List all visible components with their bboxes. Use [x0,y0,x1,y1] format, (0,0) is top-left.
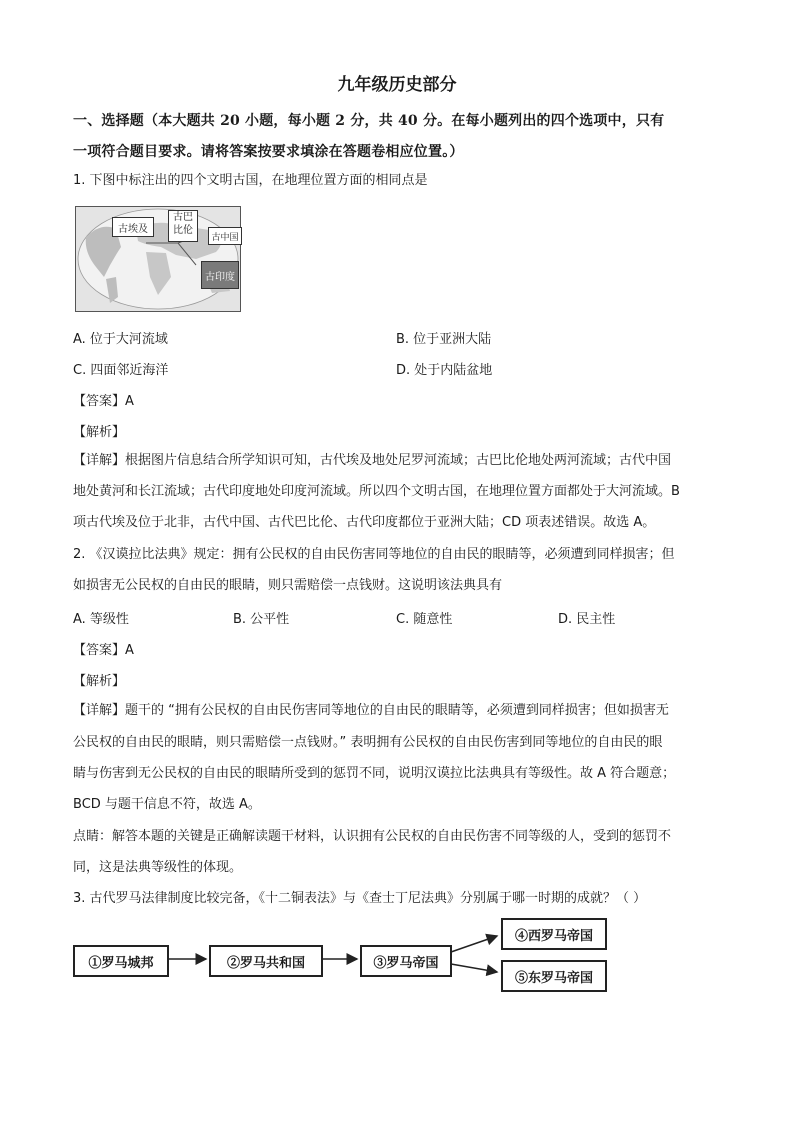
q1-option-a: A. 位于大河流域 [73,332,168,347]
q2-option-b: B. 公平性 [233,612,290,627]
page-title: 九年级历史部分 [337,75,457,95]
flow-box-eastern-roman-empire: ⑤东罗马帝国 [501,960,607,992]
q1-detail-line-1: 【详解】根据图片信息结合所学知识可知，古代埃及地处尼罗河流域；古巴比伦地处两河流域；古代中国 [73,453,672,468]
q1-stem: 1. 下图中标注出的四个文明古国，在地理位置方面的相同点是 [73,173,428,188]
section-heading-line-2: 一项符合题目要求。请将答案按要求填涂在答题卷相应位置。） [73,144,464,160]
map-label-ancient-china: 古中国 [208,227,242,245]
q2-answer: 【答案】A [73,643,134,658]
map-label-babylon [168,210,198,242]
q2-option-d: D. 民主性 [558,612,616,627]
map-label-babylon-line2: 比伦 [173,225,193,236]
q1-analysis-label: 【解析】 [73,425,126,440]
q3-stem: 3. 古代罗马法律制度比较完备，《十二铜表法》与《查士丁尼法典》分别属于哪一时期的成就？（ ） [73,891,647,906]
q2-tip-line-1: 点睛：解答本题的关键是正确解读题干材料，认识拥有公民权的自由民伤害不同等级的人，受到的惩罚不 [73,829,672,844]
q2-detail-line-3: 睛与伤害到无公民权的自由民的眼睛所受到的惩罚不同，说明汉谟拉比法典具有等级性。故 A 符合题意； [73,766,676,781]
q1-detail-line-3: 项古代埃及位于北非，古代中国、古代巴比伦、古代印度都位于亚洲大陆；CD 项表述错误。故选 A。 [73,515,656,530]
q2-option-a: A. 等级性 [73,612,129,627]
q1-option-c: C. 四面邻近海洋 [73,363,169,378]
q1-answer: 【答案】A [73,394,134,409]
q2-analysis-label: 【解析】 [73,674,126,689]
map-label-babylon-line1: 古巴 [173,212,193,223]
q2-option-c: C. 随意性 [396,612,453,627]
section-heading-line-1: 一、选择题（本大题共 20 小题，每小题 2 分，共 40 分。在每小题列出的四个选项中，只有 [73,113,665,129]
q2-detail-line-1: 【详解】题干的 “拥有公民权的自由民伤害同等地位的自由民的眼睛等，必须遭到同样损害；但如损害无 [73,703,669,718]
flow-box-roman-city-state: ①罗马城邦 [73,945,169,977]
q1-detail-line-2: 地处黄河和长江流域；古代印度地处印度河流域。所以四个文明古国，在地理位置方面都处于大河流域。B [73,484,680,499]
flow-box-western-roman-empire: ④西罗马帝国 [501,918,607,950]
flow-box-roman-empire: ③罗马帝国 [360,945,452,977]
q1-option-d: D. 处于内陆盆地 [396,363,493,378]
q2-detail-line-2: 公民权的自由民的眼睛，则只需赔偿一点钱财。” 表明拥有公民权的自由民伤害到同等地位的自由民的眼 [73,735,663,750]
q2-tip-line-2: 同，这是法典等级性的体现。 [73,860,243,875]
world-map-figure [76,207,240,311]
q2-detail-line-4: BCD 与题干信息不符，故选 A。 [73,797,261,812]
q1-world-map [75,206,241,312]
map-label-ancient-india: 古印度 [201,261,239,289]
q1-option-b: B. 位于亚洲大陆 [396,332,492,347]
q2-stem-line-2: 如损害无公民权的自由民的眼睛，则只需赔偿一点钱财。这说明该法典具有 [73,578,503,593]
q3-flow-diagram [73,912,613,994]
q2-stem-line-1: 2. 《汉谟拉比法典》规定：拥有公民权的自由民伤害同等地位的自由民的眼睛等，必须遭到同样损害；但 [73,547,675,562]
map-label-ancient-egypt: 古埃及 [112,217,154,237]
flow-box-roman-republic: ②罗马共和国 [209,945,323,977]
